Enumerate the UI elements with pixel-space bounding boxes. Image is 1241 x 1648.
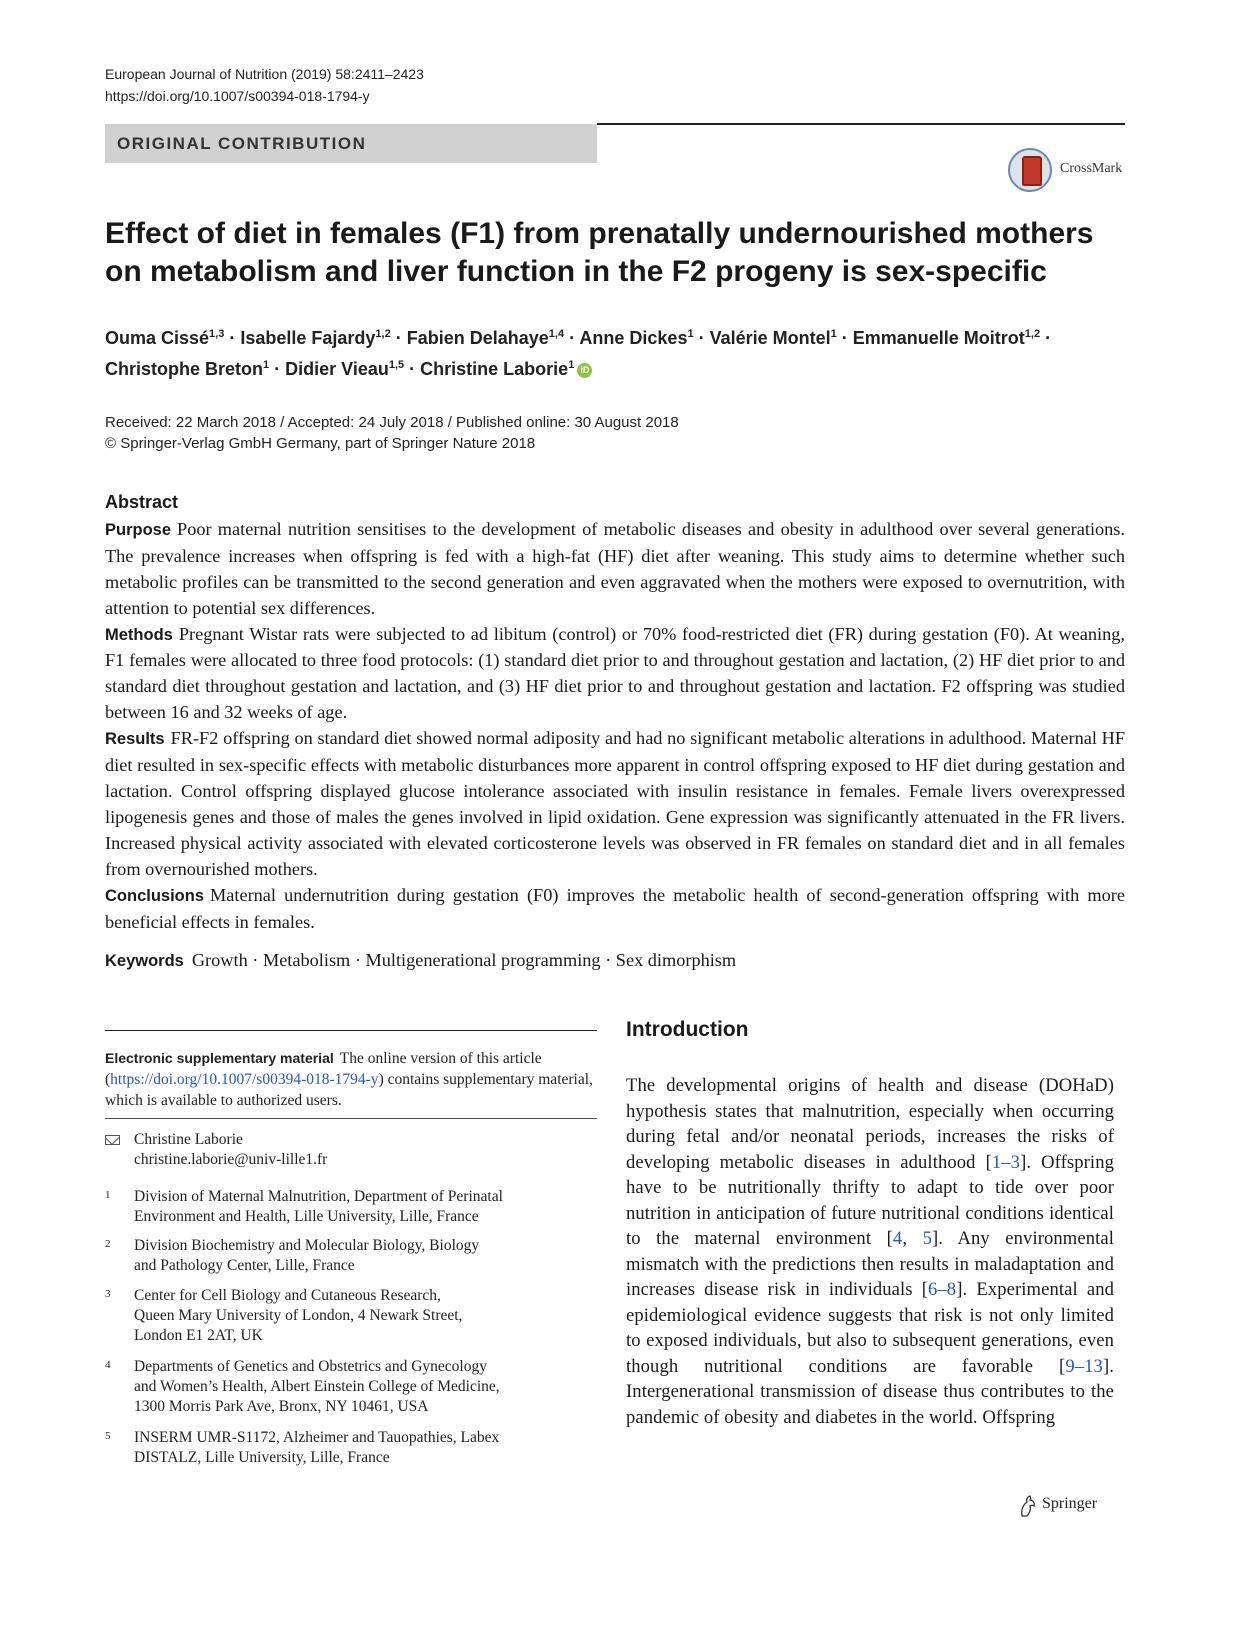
history-dates: Received: 22 March 2018 / Accepted: 24 July 2018 / Published online: 30 August 2018	[105, 414, 679, 431]
affiliation-line: Division of Maternal Malnutrition, Department of Perinatal	[134, 1188, 503, 1205]
envelope-icon	[105, 1135, 120, 1145]
author-name[interactable]: Christophe Breton	[105, 359, 264, 379]
abstract-purpose	[105, 517, 1125, 622]
results-text: FR-F2 offspring on standard diet showed normal adiposity and had no significant metabolic alterations in adulthood. Maternal HF diet resulted in sex-specific effects with metabolic disturbances more apparent in control offspring exposed to HF diet during gestation and lactation. Control offspring displayed glucose intolerance associated with insulin resistance in females. Female livers overexpressed lipogenesis genes and those of males the genes involved in lipid oxidation. Gene expression was significantly attenuated in the FR livers. Increased physical activity associated with elevated corticosterone levels was observed in FR females on standard diet and in all females from overnourished mothers.	[105, 728, 1125, 879]
conclusions-label: Conclusions	[105, 886, 205, 905]
purpose-label: Purpose	[105, 520, 172, 539]
footnote-rule	[105, 1030, 597, 1031]
author-affiliation: 1,2	[375, 328, 391, 340]
author-affiliation: 1,4	[548, 328, 565, 340]
publication-dates	[105, 412, 679, 454]
introduction-text	[626, 1073, 1114, 1430]
esm-label: Electronic supplementary material	[105, 1050, 334, 1066]
keywords-list: Growth · Metabolism · Multigenerational programming · Sex dimorphism	[191, 950, 737, 970]
supplementary-material-note	[105, 1048, 597, 1111]
abstract-methods	[105, 622, 1125, 727]
author-affiliation: 1	[830, 328, 837, 340]
affiliation-line: Environment and Health, Lille University, Lille, France	[134, 1208, 479, 1225]
publisher-name: Springer	[1042, 1495, 1098, 1512]
doi-link[interactable]: https://doi.org/10.1007/s00394-018-1794-y	[105, 88, 370, 104]
author-name[interactable]: Fabien Delahaye	[406, 328, 549, 348]
author-affiliation: 1	[568, 359, 575, 371]
corresponding-email[interactable]: christine.laborie@univ-lille1.fr	[134, 1151, 328, 1168]
affiliation-line: Center for Cell Biology and Cutaneous Research,	[134, 1287, 441, 1304]
purpose-text: Poor maternal nutrition sensitises to the development of metabolic diseases and obesity in adulthood over several generations. The prevalence increases when offspring is fed with a high-fat (HF) diet after weaning. This study aims to determine whether such metabolic profiles can be transmitted to the second generation and even aggravated when the mothers were exposed to overnutrition, with attention to potential sex differences.	[105, 518, 1125, 618]
keywords-label: Keywords	[105, 952, 184, 970]
orcid-icon[interactable]: iD	[577, 363, 592, 378]
citation-link[interactable]: 4	[892, 1228, 903, 1249]
conclusions-text: Maternal undernutrition during gestation (F0) improves the metabolic health of second-generation offspring with more beneficial effects in females.	[105, 884, 1125, 932]
author-affiliation: 1	[687, 328, 694, 340]
methods-text: Pregnant Wistar rats were subjected to ad libitum (control) or 70% food-restricted diet (FR) during gestation (F0). At weaning, F1 females were allocated to three food protocols: (1) standard diet prior to and throughout gestation and lactation, (2) HF diet prior to and standard diet throughout gestation and lactation, and (3) HF diet prior to and throughout gestation and lactation. F2 offspring was studied between 16 and 32 weeks of age.	[105, 623, 1125, 723]
title-line-2: on metabolism and liver function in the F2 progeny is sex-specific	[105, 255, 1047, 288]
author-affiliation: 1,3	[209, 328, 225, 340]
copyright-notice: © Springer-Verlag GmbH Germany, part of Springer Nature 2018	[105, 435, 536, 452]
citation-link[interactable]: 5	[922, 1228, 932, 1249]
citation-link[interactable]: 6–8	[928, 1279, 957, 1300]
affiliation-line: and Women’s Health, Albert Einstein College of Medicine,	[134, 1378, 500, 1395]
crossmark-badge[interactable]	[1008, 148, 1126, 194]
intro-text-segment: The developmental origins of health and disease (DOHaD) hypothesis states that malnutrition, especially when occurring during fetal and/or neonatal periods, increases the risks of developing metabolic diseases in adulthood [	[626, 1075, 1114, 1173]
affiliation-number: 4	[105, 1359, 111, 1371]
results-label: Results	[105, 730, 165, 749]
affiliation-number: 5	[105, 1430, 111, 1442]
author-affiliation: 1	[263, 359, 270, 371]
methods-label: Methods	[105, 625, 173, 644]
author-name[interactable]: Christine Laborie	[420, 359, 569, 379]
corresponding-author: Christine Laborie	[134, 1131, 243, 1148]
abstract-conclusions	[105, 883, 1125, 936]
abstract-results	[105, 726, 1125, 882]
crossmark-label: CrossMark	[1060, 161, 1123, 176]
keywords	[105, 950, 736, 971]
intro-text-segment: ]. Experimental and epidemiological evidence suggests that risk is not only limited to exposed individuals, but also to subsequent generations, even though nutritional conditions are favorable [	[626, 1279, 1115, 1377]
affiliation-line: Division Biochemistry and Molecular Biology, Biology	[134, 1237, 480, 1254]
intro-text-segment: ]. Intergenerational transmission of disease thus contributes to the pandemic of obesity and diabetes in the world. Offspring	[626, 1355, 1114, 1428]
affiliation-number: 3	[105, 1288, 111, 1300]
author-affiliation: 1,2	[1024, 328, 1041, 340]
abstract	[105, 490, 1125, 935]
esm-text-after: ) contains supplementary material, which is available to authorized users.	[105, 1071, 593, 1109]
author-name[interactable]: Ouma Cissé	[105, 328, 210, 348]
author-name[interactable]: Emmanuelle Moitrot	[852, 328, 1025, 348]
header-rule	[597, 123, 1125, 125]
journal-citation: European Journal of Nutrition (2019) 58:2411–2423	[105, 66, 424, 82]
intro-text-segment: ]. Offspring have to be nutritionally thrifty to adapt to tide over poor nutrition in anticipation of future nutritional conditions identical to the maternal environment [	[626, 1151, 1114, 1249]
affiliation-number: 2	[105, 1238, 111, 1250]
affiliation-line: Queen Mary University of London, 4 Newark Street,	[134, 1307, 463, 1324]
affiliation-line: and Pathology Center, Lille, France	[134, 1257, 355, 1274]
citation-link[interactable]: 9–13	[1065, 1355, 1103, 1377]
author-name[interactable]: Anne Dickes	[579, 328, 688, 348]
author-name[interactable]: Valérie Montel	[709, 328, 831, 348]
citation-link[interactable]: 1–3	[991, 1151, 1021, 1173]
intro-text-segment: ]. Any environmental mismatch with the predictions then results in maladaptation and increases disease risk in individuals [	[626, 1228, 1115, 1300]
springer-horse-icon	[1018, 1494, 1038, 1518]
crossmark-icon	[1008, 148, 1052, 192]
section-label: ORIGINAL CONTRIBUTION	[117, 134, 367, 153]
intro-text-segment: ,	[902, 1228, 923, 1249]
publisher-logo	[1018, 1492, 1128, 1518]
affiliation-line: London E1 2AT, UK	[134, 1327, 263, 1344]
introduction-heading: Introduction	[626, 1018, 749, 1041]
author-affiliation: 1,5	[388, 359, 405, 371]
abstract-heading: Abstract	[105, 492, 179, 512]
affiliation-line: INSERM UMR-S1172, Alzheimer and Tauopathies, Labex	[134, 1429, 500, 1446]
esm-link[interactable]: https://doi.org/10.1007/s00394-018-1794-y	[110, 1071, 379, 1088]
author-list: Ouma Cissé$^{1,3}$ · Isabelle Fajardy$^{1,2}$ · Fabien Delahaye$^{1,4}$ · Anne Dickes$^1$ · Valérie Montel$^1$ · Emmanuelle Moitrot$^{1,2}$ · Christophe Breton$^1$ · Didier Vieau$^{1,5}$ · Christine Laborie$^1$ iD	[105, 328, 1052, 379]
article-title	[105, 215, 1125, 291]
affiliation-line: Departments of Genetics and Obstetrics and Gynecology	[134, 1358, 487, 1375]
title-line-1: Effect of diet in females (F1) from prenatally undernourished mothers	[105, 217, 1094, 250]
author-name[interactable]: Isabelle Fajardy	[240, 328, 376, 348]
author-name[interactable]: Didier Vieau	[285, 359, 389, 379]
section-banner	[105, 124, 597, 163]
affiliation-line: DISTALZ, Lille University, Lille, France	[134, 1449, 390, 1466]
affiliation-number: 1	[105, 1189, 111, 1201]
esm-text-before: The online version of this article (	[105, 1050, 542, 1088]
footnote-divider	[105, 1118, 597, 1119]
affiliation-line: 1300 Morris Park Ave, Bronx, NY 10461, USA	[134, 1398, 429, 1415]
